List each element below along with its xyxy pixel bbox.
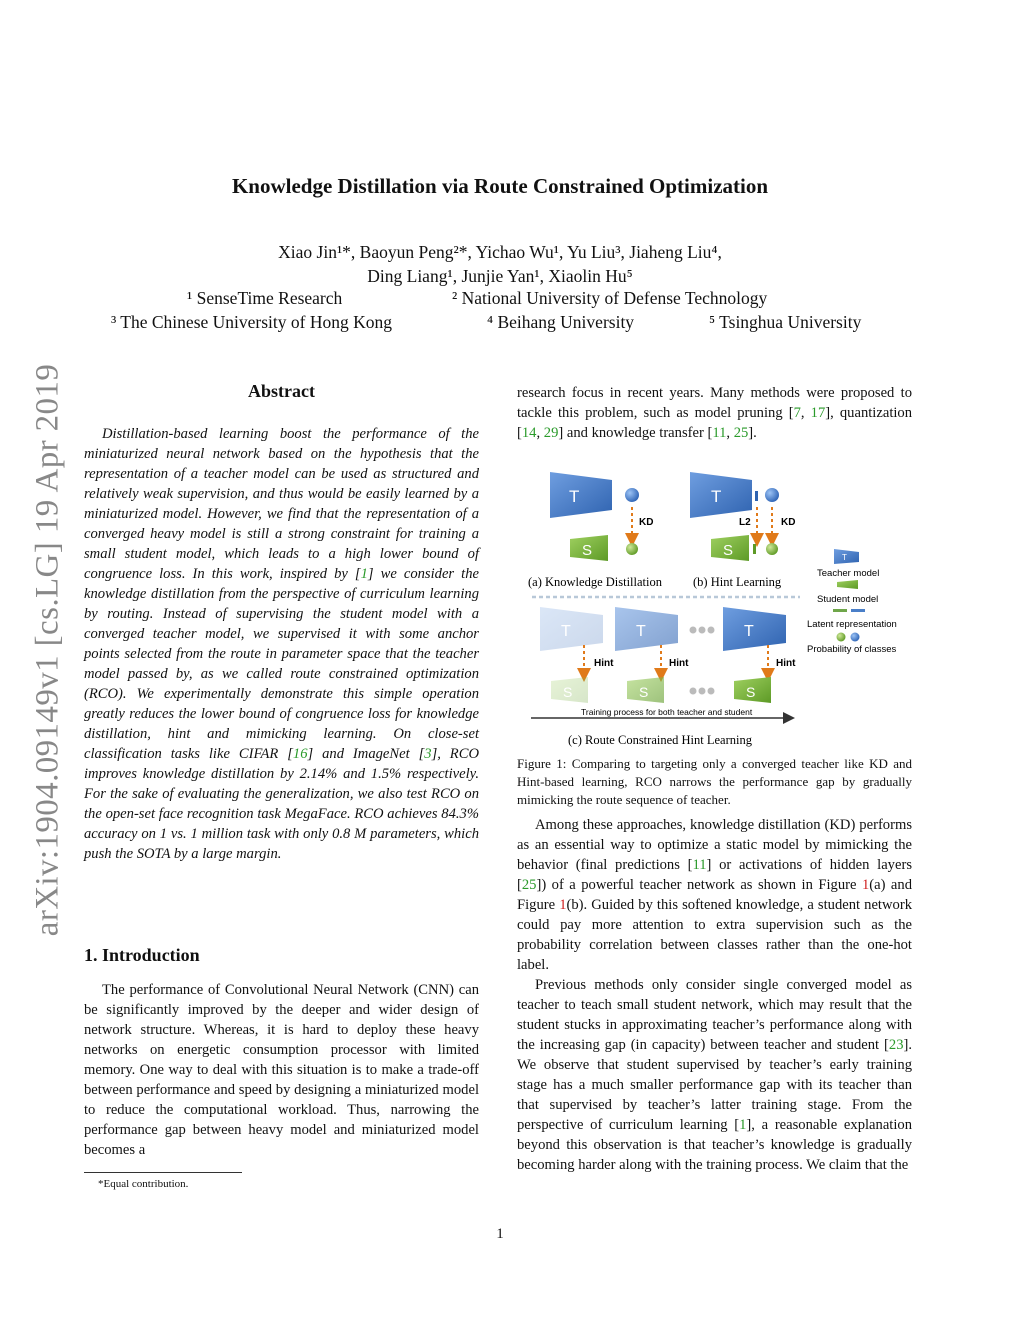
right-paragraph-previous-methods: Previous methods only consider single converged model as teacher to teach small student network, which may result that the student stucks in approximating teacher’s performance along with the increasing gap (in capacity) between teacher and student [23]. We observe that student supervised by teacher’s early training stage has a much smaller performance gap with its teacher than that supervised by teacher’s latter training stage. From the perspective of curriculum learning [1], a reasonable explanation beyond this observation is that teacher’s knowledge is gradually becoming harder along with the training process. We claim that the [517,977,912,1173]
teacher-label: T [636,623,646,640]
author-list [0,240,1000,288]
probability-icon [765,488,779,502]
citation-link[interactable]: 1 [739,1117,747,1133]
teacher-model-icon [723,607,786,651]
figure-1-diagram [515,462,915,752]
subcaption-b: (b) Hint Learning [693,575,782,589]
legend-student-label: Student model [817,594,879,605]
subcaption-c: (c) Route Constrained Hint Learning [568,733,752,747]
introduction-paragraph: The performance of Convolutional Neural Network (CNN) can be significantly improved by the deeper and wider design of network structure. Whereas, it is hard to deploy these heavy networks on energetic consumption processor with limited memory. One way to deal with this situation is to make a trade-off between performance and speed by designing a miniaturized model to reduce the computational workload. Thus, narrowing the performance gap between heavy model and miniaturized model becomes a [84,982,479,1158]
citation-link[interactable]: 11 [712,425,727,441]
subcaption-a: (a) Knowledge Distillation [528,575,662,589]
affiliation-3: ³ The Chinese University of Hong Kong [111,312,392,332]
student-model-legend-icon [837,580,858,589]
citation-link[interactable]: 1 [360,566,368,582]
ellipsis-dot-icon [690,688,697,695]
probability-legend-icon [837,633,846,642]
affiliation-5: ⁵ Tsinghua University [709,312,862,332]
figure-legend [807,549,897,655]
latent-representation-legend-icon [851,609,865,612]
footnote-rule [84,1172,242,1173]
abstract-heading: Abstract [248,381,315,401]
citation-link[interactable]: 17 [810,405,826,421]
probability-legend-icon [851,633,860,642]
ellipsis-dot-icon [699,627,706,634]
section-heading-introduction: 1. Introduction [84,945,200,965]
citation-link[interactable]: 14 [521,425,537,441]
citation-link[interactable]: 11 [692,857,707,873]
subfigure-c-route-constrained [531,607,796,747]
paper-title: Knowledge Distillation via Route Constrained Optimization [231,174,769,198]
hint-label: Hint [776,658,796,669]
kd-label: KD [639,517,654,528]
citation-link[interactable]: 3 [424,746,432,762]
teacher-model-icon [540,607,603,651]
latent-representation-icon [753,544,756,554]
author-line-2: Ding Liang¹, Junjie Yan¹, Xiaolin Hu⁵ [367,266,633,286]
probability-icon [626,543,638,555]
abstract-body: Distillation-based learning boost the performance of the miniaturized neural network based on the hypothesis that the representation of a teacher model can be used as structured and relatively weak supervision, and thus would be easily learned by a miniaturized model. However, we find that the representation of a converged heavy model is still a strong constraint for training a small student model, which leads to a high lower bound of congruence loss. In this work, inspired by [1] we consider the knowledge distillation from the perspective of curriculum learning by routing. Instead of supervising the student model with a converged teacher model, we supervised it with some anchor points selected from the route in parameter space that the teacher model passed by, as we called route constrained optimization (RCO). We experimentally demonstrate this simple operation greatly reduces the lower bound of congruence loss for knowledge distillation, hint and mimicking learning. On close-set classification tasks like CIFAR [16] and ImageNet [3], RCO improves knowledge distillation by 2.14% and 1.5% respectively. For the sake of evaluating the generalization, we also test RCO on the open-set face recognition task MegaFace. RCO achieves 84.3% accuracy on 1 vs. 1 million task with only 0.8 M parameters, which push the SOTA by a large margin. [84,426,479,862]
probability-icon [766,543,778,555]
ellipsis-dot-icon [690,627,697,634]
subfigure-a-knowledge-distillation [528,472,663,589]
teacher-model-icon [615,607,678,651]
citation-link[interactable]: 25 [521,877,537,893]
legend-teacher-label: Teacher model [817,568,880,579]
right-paragraph-kd: Among these approaches, knowledge distillation (KD) performs as an essential way to optimize a static model by mimicking the behavior (final predictions [11] or activations of hidden layers [25]) of a powerful teacher network as shown in Figure 1(a) and Figure 1(b). Guided by this softened knowledge, a student network could pay more attention to extra supervision such as the probability correlation between classes rather than the one-hot label. [517,817,912,973]
citation-link[interactable]: 29 [543,425,559,441]
arxiv-sidebar-id: arXiv:1904.09149v1 [cs.LG] 19 Apr 2019 [29,363,66,937]
legend-probability-label: Probability of classes [807,644,897,655]
student-label: S [639,684,649,700]
affiliation-1: ¹ SenseTime Research [187,288,343,308]
student-label: S [582,542,593,559]
axis-label: Training process for both teacher and student [581,707,753,717]
legend-latent-label: Latent representation [807,619,897,630]
figure-reference-link[interactable]: 1 [861,877,870,893]
citation-link[interactable]: 23 [888,1037,904,1053]
ellipsis-dot-icon [699,688,706,695]
teacher-label: T [744,623,754,640]
subfigure-b-hint-learning [690,472,795,589]
teacher-label: T [842,553,847,562]
teacher-label: T [711,487,722,506]
latent-representation-legend-icon [833,609,847,612]
teacher-label: T [561,623,571,640]
student-label: S [723,542,734,559]
hint-label: Hint [669,658,689,669]
probability-icon [625,488,639,502]
student-label: S [746,684,756,700]
author-line-1: Xiao Jin¹*, Baoyun Peng²*, Yichao Wu¹, Yu Liu³, Jiaheng Liu⁴, [278,242,722,262]
teacher-label: T [569,487,580,506]
figure-1-caption: Figure 1: Comparing to targeting only a converged teacher like KD and Hint-based learning, RCO narrows the performance gap by gradually mimicking the route sequence of teacher. [517,756,912,807]
student-label: S [563,684,573,700]
kd-label: KD [781,517,796,528]
right-intro-paragraph: research focus in recent years. Many methods were proposed to tackle this problem, such as model pruning [7, 17], quantization [14, 29] and knowledge transfer [11, 25]. [517,385,913,441]
ellipsis-dot-icon [708,627,715,634]
l2-label: L2 [739,517,751,528]
hint-label: Hint [594,658,614,669]
citation-link[interactable]: 16 [292,746,308,762]
page-number: 1 [496,1226,504,1242]
teacher-model-icon [550,472,612,518]
affiliation-2: ² National University of Defense Technology [452,288,768,308]
latent-representation-icon [755,491,758,501]
figure-reference-link[interactable]: 1 [559,897,567,913]
ellipsis-dot-icon [708,688,715,695]
citation-link[interactable]: 25 [733,425,749,441]
footnote-equal-contribution: *Equal contribution. [98,1178,189,1190]
affiliation-4: ⁴ Beihang University [487,312,635,332]
citation-link[interactable]: 7 [793,405,801,421]
